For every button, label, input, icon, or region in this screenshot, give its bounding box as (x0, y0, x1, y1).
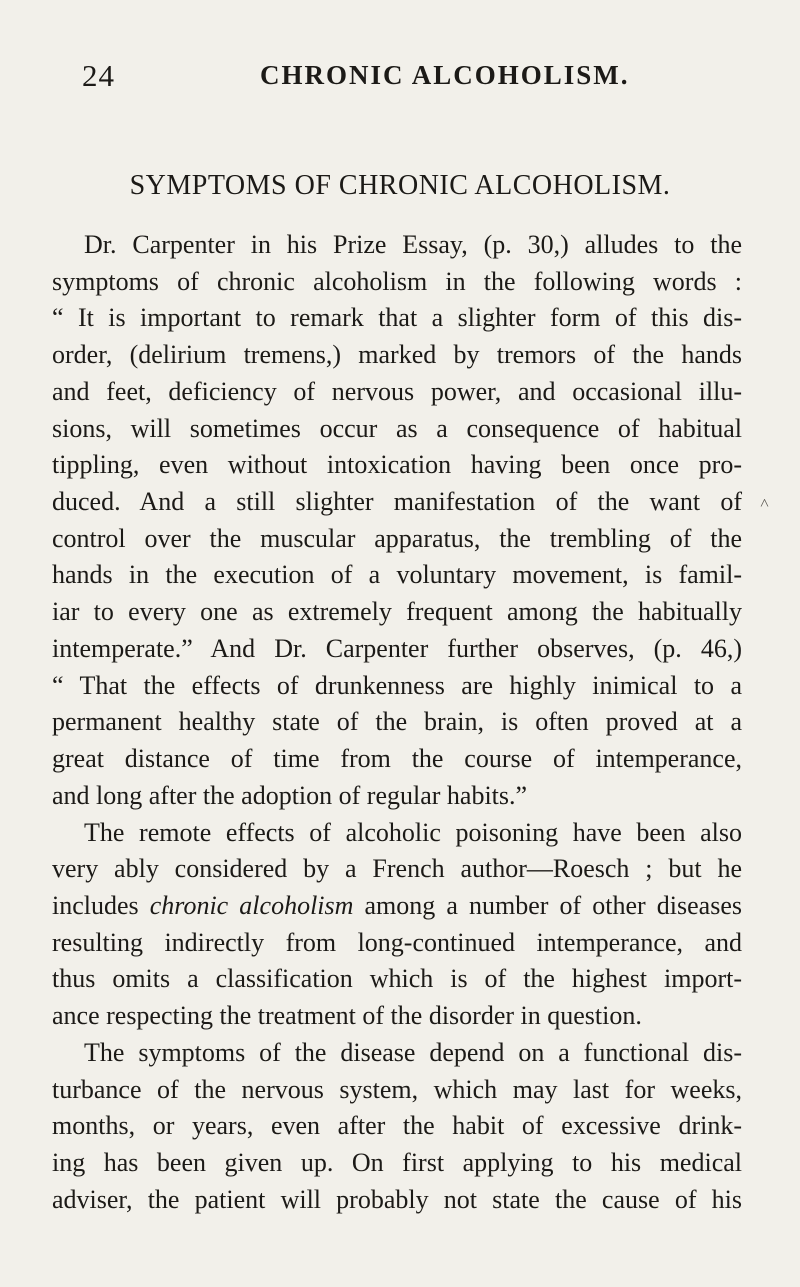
text-line: permanent healthy state of the brain, is often proved at a (52, 707, 742, 737)
text-line: turbance of the nervous system, which may last for weeks, (52, 1074, 742, 1104)
text-line: adviser, the patient will probably not state the cause of his (52, 1184, 742, 1214)
running-head (82, 58, 770, 98)
text-line: order, (delirium tremens,) marked by tremors of the hands (52, 340, 742, 370)
text-line: intemperate.” And Dr. Carpenter further observes, (p. 46,) (52, 633, 742, 663)
text-line: The symptoms of the disease depend on a functional dis- (84, 1037, 742, 1067)
text-line: symptoms of chronic alcoholism in the following words : (52, 266, 742, 296)
text-line: very ably considered by a French author—Roesch ; but he (52, 854, 742, 884)
text-line: resulting indirectly from long-continued intemperance, and (52, 927, 742, 957)
text-line: hands in the execution of a voluntary movement, is famil- (52, 560, 742, 590)
text-line: great distance of time from the course of intemperance, (52, 744, 742, 774)
text-line: ing has been given up. On first applying to his medical (52, 1147, 742, 1177)
text-fragment: among a number of other diseases (353, 890, 742, 920)
text-line: and long after the adoption of regular habits.” (52, 780, 528, 810)
text-line: “ It is important to remark that a slighter form of this dis- (52, 303, 742, 333)
running-title: CHRONIC ALCOHOLISM. (260, 60, 630, 90)
text-line: thus omits a classification which is of the highest import- (52, 964, 742, 994)
page-number: 24 (82, 58, 115, 93)
text-line: The remote effects of alcoholic poisoning have been also (84, 817, 742, 847)
margin-mark: ˄ (760, 495, 770, 512)
text-line: iar to every one as extremely frequent among the habitually (52, 597, 742, 627)
text-line: ance respecting the treatment of the disorder in question. (52, 1001, 642, 1031)
section-heading: SYMPTOMS OF CHRONIC ALCOHOLISM. (129, 170, 671, 201)
italic-term: chronic alcoholism (149, 890, 354, 920)
text-line: sions, will sometimes occur as a consequence of habitual (52, 413, 742, 443)
text-line (52, 888, 742, 925)
text-line: months, or years, even after the habit of excessive drink- (52, 1111, 742, 1141)
text-line: “ That the effects of drunkenness are highly inimical to a (52, 670, 742, 700)
text-line: tippling, even without intoxication having been once pro- (52, 450, 742, 480)
text-line: control over the muscular apparatus, the trembling of the (52, 523, 742, 553)
text-fragment: includes (52, 890, 150, 920)
text-line: Dr. Carpenter in his Prize Essay, (p. 30,) alludes to the (84, 230, 742, 259)
body-text (52, 227, 742, 1218)
text-line: duced. And a still slighter manifestation of the want of (52, 487, 742, 517)
text-line: and feet, deficiency of nervous power, and occasional illu- (52, 376, 742, 406)
